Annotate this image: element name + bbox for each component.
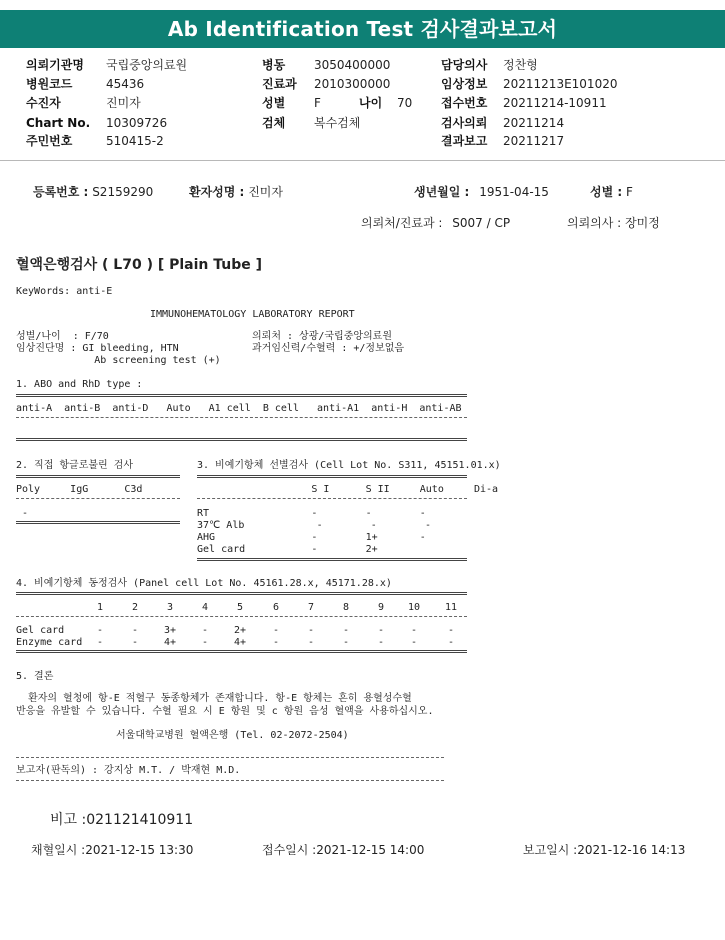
dat-top-rule [16, 475, 180, 478]
patient-name [189, 184, 283, 200]
dat-header-rule [16, 498, 180, 499]
report-title: Ab Identification Test 검사결과보고서 [0, 10, 725, 48]
hospital-code-label: 병원코드 [26, 77, 73, 91]
receipt-no-value: 20211214-10911 [503, 96, 607, 110]
panel-result-cell: 2+ [233, 625, 247, 636]
abo-top-rule [16, 394, 467, 397]
registration-value: S2159290 [92, 185, 154, 199]
panel-result-cell: 3+ [163, 625, 177, 636]
screening-section-title: 3. 비예기항체 선별검사 (Cell Lot No. S311, 45151.01.x) [197, 460, 501, 471]
requester-department-label: 의뢰처/진료과 : [361, 216, 443, 230]
reporter-bottom-rule [16, 780, 444, 781]
panel-result-cell: - [377, 637, 385, 648]
panel-cell-number: 5 [236, 602, 244, 613]
age-label: 나이 [359, 96, 383, 110]
panel-result-cell: - [96, 625, 104, 636]
specimen-label: 검체 [262, 116, 286, 130]
clinical-info-label: 임상정보 [441, 77, 488, 91]
panel-section-title: 4. 비예기항체 동정검사 (Panel cell Lot No. 45161.28.x, 45171.28.x) [16, 578, 392, 589]
requester-department [361, 215, 510, 231]
diagnosis-line-1: 임상진단명 : GI bleeding, HTN [16, 343, 179, 354]
resident-no-value: 510415-2 [106, 134, 164, 148]
header-row-chart-no [26, 115, 167, 131]
chart-no-label: Chart No. [26, 116, 91, 130]
referral-line: 의뢰처 : 상광/국립중앙의료원 [252, 331, 393, 342]
doctor-label: 담당의사 [441, 58, 488, 72]
screening-row-37c-alb: 37℃ Alb - - - [197, 520, 431, 531]
remark-value: 021121410911 [86, 812, 194, 828]
requesting-doctor-label: 의뢰의사 : [567, 216, 622, 230]
collection-time-value: 2021-12-15 13:30 [85, 843, 194, 857]
screening-row-ahg: AHG - 1+ - [197, 532, 426, 543]
receipt-time-label: 접수일시 : [262, 843, 317, 857]
patient-value: 진미자 [106, 96, 141, 110]
panel-result-cell: - [342, 637, 350, 648]
test-request-value: 20211214 [503, 116, 565, 130]
panel-result-cell: - [410, 637, 418, 648]
abo-header-rule [16, 417, 467, 418]
resident-no-label: 주민번호 [26, 134, 73, 148]
patient-sex [590, 184, 633, 200]
panel-result-cell: - [131, 637, 139, 648]
dat-bottom-rule [16, 521, 180, 524]
panel-result-cell: - [131, 625, 139, 636]
dat-value: - [16, 508, 29, 519]
panel-result-cell: - [447, 625, 455, 636]
registration-label: 등록번호 : [33, 185, 89, 199]
screening-row-gel-card: Gel card - 2+ [197, 544, 378, 555]
patient-name-label: 환자성명 : [189, 185, 245, 199]
dob-value: 1951-04-15 [479, 185, 549, 199]
sex-label: 성별 [262, 96, 286, 110]
screening-header-rule [197, 498, 467, 499]
result-report-value: 20211217 [503, 134, 565, 148]
report-time-label: 보고일시 : [523, 843, 578, 857]
header-row-sex [262, 95, 321, 111]
screening-bottom-rule [197, 558, 467, 561]
panel-result-cell: - [447, 637, 455, 648]
panel-row-gel-card-label: Gel card [16, 625, 65, 636]
conclusion-line-2: 반응을 유발할 수 있습니다. 수혈 필요 시 E 항원 및 c 항원 음성 혈액을 사용하십시오. [16, 706, 434, 717]
reporter-top-rule [16, 757, 444, 758]
specimen-value: 복수검체 [314, 116, 361, 130]
ward-value: 3050400000 [314, 58, 391, 72]
panel-result-cell: - [201, 637, 209, 648]
panel-cell-number: 7 [307, 602, 315, 613]
header-row-test-request [441, 115, 564, 131]
department-value: 2010300000 [314, 77, 391, 91]
section-title: 혈액은행검사 ( L70 ) [ Plain Tube ] [16, 257, 263, 273]
lab-report-title: IMMUNOHEMATOLOGY LABORATORY REPORT [150, 309, 355, 320]
screening-row-rt: RT - - - [197, 508, 426, 519]
requester-department-value: S007 / CP [452, 216, 511, 230]
panel-result-cell: - [377, 625, 385, 636]
report-time-value: 2021-12-16 14:13 [577, 843, 686, 857]
receipt-no-label: 접수번호 [441, 96, 488, 110]
panel-result-cell: 4+ [233, 637, 247, 648]
header-row-clinical-info [441, 76, 617, 92]
panel-cell-number: 6 [272, 602, 280, 613]
patient-sex-label: 성별 : [590, 185, 623, 199]
diagnosis-line-2: Ab screening test (+) [16, 355, 221, 366]
requesting-doctor [567, 215, 660, 231]
requesting-doctor-value: 장미정 [625, 216, 660, 230]
header-row-institution [26, 57, 187, 73]
panel-result-cell: 4+ [163, 637, 177, 648]
patient-label: 수진자 [26, 96, 61, 110]
header-row-doctor [441, 57, 538, 73]
panel-cell-number: 3 [166, 602, 174, 613]
header-row-patient [26, 95, 141, 111]
sex-age-line: 성별/나이 : F/70 [16, 331, 109, 342]
collection-time [31, 842, 193, 858]
age-value: 70 [397, 96, 413, 110]
hospital-code-value: 45436 [106, 77, 145, 91]
hospital-contact: 서울대학교병원 혈액은행 (Tel. 02-2072-2504) [116, 730, 349, 741]
receipt-time [262, 842, 424, 858]
conclusion-title: 5. 결론 [16, 671, 54, 682]
panel-row-enzyme-card-label: Enzyme card [16, 637, 83, 648]
panel-result-cell: - [272, 637, 280, 648]
sex-value: F [314, 96, 321, 110]
panel-cell-number: 10 [407, 602, 421, 613]
header-divider [0, 160, 725, 161]
panel-top-rule [16, 592, 467, 595]
doctor-value: 정찬형 [503, 58, 538, 72]
abo-header: anti-A anti-B anti-D Auto A1 cell B cell anti-A1 anti-H anti-AB [16, 403, 462, 414]
header-row-specimen [262, 115, 360, 131]
header-row-ward [262, 57, 390, 73]
header-row-resident-no [26, 133, 164, 149]
history-line: 과거임신력/수혈력 : +/정보없음 [252, 343, 405, 354]
institution-label: 의뢰기관명 [26, 58, 84, 72]
panel-result-cell: - [96, 637, 104, 648]
panel-bottom-rule [16, 650, 467, 653]
panel-cell-number: 4 [201, 602, 209, 613]
department-label: 진료과 [262, 77, 297, 91]
dat-section-title: 2. 직접 항글로불린 검사 [16, 460, 134, 471]
clinical-info-value: 20211213E101020 [503, 77, 618, 91]
keywords: KeyWords: anti-E [16, 286, 113, 297]
panel-cell-number: 9 [377, 602, 385, 613]
panel-result-cell: - [410, 625, 418, 636]
remark-label: 비고 : [50, 812, 87, 828]
panel-result-cell: - [201, 625, 209, 636]
panel-result-cell: - [307, 625, 315, 636]
header-row-age [359, 95, 412, 111]
receipt-time-value: 2021-12-15 14:00 [316, 843, 425, 857]
reporter-line: 보고자(판독의) : 강지상 M.T. / 박재현 M.D. [16, 765, 241, 776]
header-row-hospital-code [26, 76, 144, 92]
collection-time-label: 채혈일시 : [31, 843, 86, 857]
test-request-label: 검사의뢰 [441, 116, 488, 130]
panel-result-cell: - [272, 625, 280, 636]
screening-header: S I S II Auto Di-a [197, 484, 499, 495]
panel-cell-number: 8 [342, 602, 350, 613]
abo-section-title: 1. ABO and RhD type : [16, 379, 143, 390]
panel-header-rule [16, 616, 467, 617]
abo-bottom-rule [16, 438, 467, 441]
panel-result-cell: - [307, 637, 315, 648]
chart-no-value: 10309726 [106, 116, 168, 130]
patient-sex-value: F [626, 185, 633, 199]
registration-number [33, 184, 153, 200]
conclusion-line-1: 환자의 혈청에 항-E 적혈구 동종항체가 존재합니다. 항-E 항체는 흔히 용혈성수혈 [16, 693, 412, 704]
panel-cell-number: 1 [96, 602, 104, 613]
dob-label: 생년월일 : [414, 185, 470, 199]
institution-value: 국립중앙의료원 [106, 58, 188, 72]
screening-top-rule [197, 475, 467, 478]
header-row-receipt-no [441, 95, 607, 111]
patient-name-value: 진미자 [248, 185, 283, 199]
remark [50, 811, 193, 829]
header-row-result-report [441, 133, 564, 149]
ward-label: 병동 [262, 58, 286, 72]
panel-cell-number: 11 [444, 602, 458, 613]
report-time [523, 842, 685, 858]
panel-result-cell: - [342, 625, 350, 636]
dat-header: Poly IgG C3d [16, 484, 143, 495]
result-report-label: 결과보고 [441, 134, 488, 148]
date-of-birth [414, 184, 549, 200]
panel-cell-number: 2 [131, 602, 139, 613]
header-row-department [262, 76, 390, 92]
